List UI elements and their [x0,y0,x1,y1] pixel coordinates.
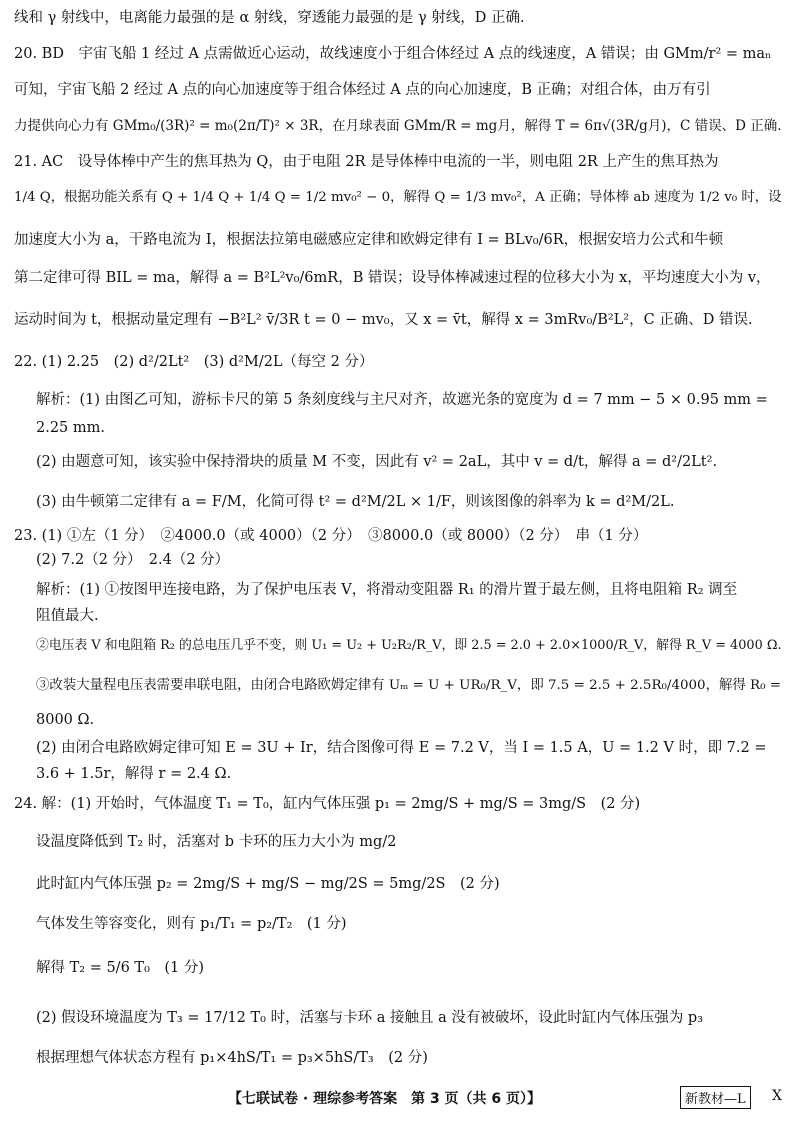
line-text: 23. (1) ①左（1 分） ②4000.0（或 4000）（2 分） ③8000.0（或 8000）（2 分） 串（1 分） [14,528,648,544]
line-text: 力提供向心力有 GMm₀/(3R)² = m₀(2π/T)² × 3R，在月球表面 GMm/R = mg月，解得 T = 6π√(3R/g月)，C 错误、D 正确. [14,118,782,134]
line-text: ②电压表 V 和电阻箱 R₂ 的总电压几乎不变，则 U₁ = U₂ + U₂R₂/R_V，即 2.5 = 2.0 + 2.0×1000/R_V，解得 R_V = 4000 Ω. [36,638,782,653]
line-text: 此时缸内气体压强 p₂ = 2mg/S + mg/S − mg/2S = 5mg/2S (2 分) [36,876,500,892]
text-line [0,492,794,512]
line-text: 可知，宇宙飞船 2 经过 A 点的向心加速度等于组合体经过 A 点的向心加速度，B 正确；对组合体，由万有引 [14,82,711,98]
footer-title: 【七联试卷 · 理综参考答案 第 3 页（共 6 页）】 [228,1091,542,1107]
page-footer [0,1086,794,1110]
text-line [0,874,794,894]
line-text: 根据理想气体状态方程有 p₁×4hS/T₁ = p₃×5hS/T₃ (2 分) [36,1050,428,1066]
text-line [0,352,794,372]
footer-mark: X [772,1088,782,1104]
text-line [0,710,794,730]
text-line [0,152,794,172]
line-text: 解析：(1) ①按图甲连接电路，为了保护电压表 V，将滑动变阻器 R₁ 的滑片置于最左侧，且将电阻箱 R₂ 调至 [36,582,738,598]
line-text: (2) 假设环境温度为 T₃ = 17/12 T₀ 时，活塞与卡环 a 接触且 a 没有被破坏，设此时缸内气体压强为 p₃ [36,1010,704,1026]
line-text: 22. (1) 2.25 (2) d²/2Lt² (3) d²M/2L（每空 2 分） [14,354,374,370]
line-text: 1/4 Q，根据功能关系有 Q + 1/4 Q + 1/4 Q = 1/2 mv₀² − 0，解得 Q = 1/3 mv₀²，A 正确；导体棒 ab 速度为 1/2 v₀ 时，设 [14,190,782,205]
text-line [0,550,794,570]
line-text: 8000 Ω. [36,712,95,728]
text-line [0,80,794,100]
text-line [0,268,794,288]
text-line [0,914,794,934]
line-text: 2.25 mm. [36,420,106,436]
line-text: (2) 由题意可知，该实验中保持滑块的质量 M 不变，因此有 v² = 2aL，其中 v = d/t，解得 a = d²/2Lt². [36,454,718,470]
text-line [0,310,794,330]
text-line [0,44,794,64]
line-text: 运动时间为 t，根据动量定理有 −B²L² v̄/3R t = 0 − mv₀，又 x = v̄t，解得 x = 3mRv₀/B²L²，C 正确、D 错误. [14,312,753,328]
line-text: (2) 7.2（2 分） 2.4（2 分） [36,552,230,568]
text-line [0,636,794,656]
text-line [0,606,794,626]
line-text: 解得 T₂ = 5/6 T₀ (1 分) [36,960,205,976]
line-text: 解析：(1) 由图乙可知，游标卡尺的第 5 条刻度线与主尺对齐，故遮光条的宽度为 d = 7 mm − 5 × 0.95 mm = [36,392,768,408]
line-text: 24. 解：(1) 开始时，气体温度 T₁ = T₀，缸内气体压强 p₁ = 2mg/S + mg/S = 3mg/S (2 分) [14,796,641,812]
text-line [0,794,794,814]
text-line [0,738,794,758]
text-line [0,764,794,784]
line-text: 21. AC 设导体棒中产生的焦耳热为 Q，由于电阻 2R 是导体棒中电流的一半，则电阻 2R 上产生的焦耳热为 [14,154,719,170]
text-line [0,832,794,852]
line-text: 20. BD 宇宙飞船 1 经过 A 点需做近心运动，故线速度小于组合体经过 A 点的线速度，A 错误；由 GMm/r² = maₙ [14,46,772,62]
text-line [0,8,794,28]
text-line [0,1008,794,1028]
text-line [0,116,794,136]
line-text: 3.6 + 1.5r，解得 r = 2.4 Ω. [36,766,232,782]
line-text: (2) 由闭合电路欧姆定律可知 E = 3U + Ir，结合图像可得 E = 7.2 V，当 I = 1.5 A，U = 1.2 V 时，即 7.2 = [36,740,767,756]
text-line [0,188,794,208]
line-text: 阻值最大. [36,608,99,624]
edition-badge: 新教材—L [680,1086,751,1109]
line-text: ③改装大量程电压表需要串联电阻，由闭合电路欧姆定律有 Uₘ = U + UR₀/R_V，即 7.5 = 2.5 + 2.5R₀/4000，解得 R₀ = [36,678,782,693]
text-line [0,418,794,438]
line-text: 设温度降低到 T₂ 时，活塞对 b 卡环的压力大小为 mg/2 [36,834,397,850]
line-text: 气体发生等容变化，则有 p₁/T₁ = p₂/T₂ (1 分) [36,916,347,932]
text-line [0,390,794,410]
line-text: (3) 由牛顿第二定律有 a = F/M，化简可得 t² = d²M/2L × 1/F，则该图像的斜率为 k = d²M/2L. [36,494,675,510]
text-line [0,1048,794,1068]
text-line [0,526,794,546]
text-line [0,580,794,600]
text-line [0,452,794,472]
line-text: 第二定律可得 BIL = ma，解得 a = B²L²v₀/6mR，B 错误；设导体棒减速过程的位移大小为 x，平均速度大小为 v， [14,270,771,286]
text-line [0,230,794,250]
text-line [0,676,794,696]
line-text: 加速度大小为 a，干路电流为 I，根据法拉第电磁感应定律和欧姆定律有 I = BLv₀/6R，根据安培力公式和牛顿 [14,232,724,248]
text-line [0,958,794,978]
line-text: 线和 γ 射线中，电离能力最强的是 α 射线，穿透能力最强的是 γ 射线，D 正确. [14,10,525,26]
